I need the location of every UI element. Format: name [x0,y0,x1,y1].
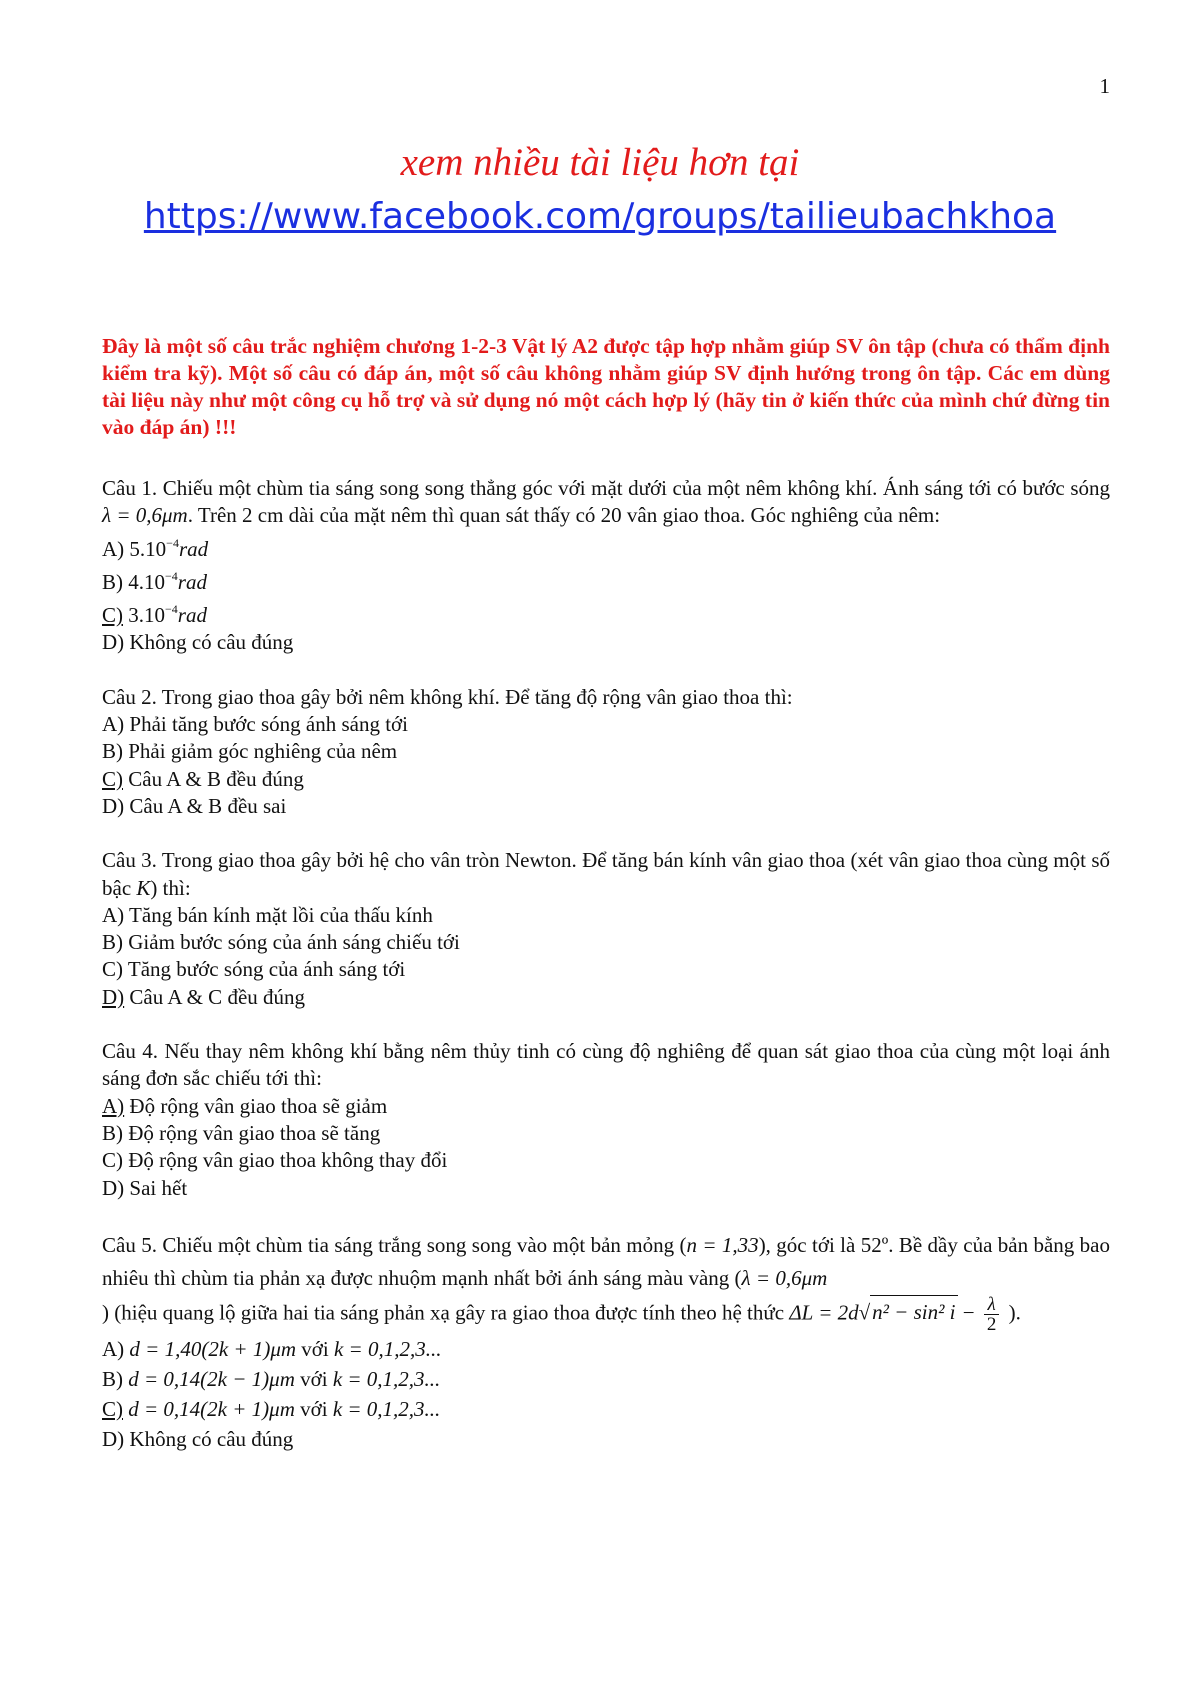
lambda-value: λ = 0,6μm [102,503,188,528]
option-a[interactable] [102,1334,1110,1364]
intro-paragraph: Đây là một số câu trắc nghiệm chương 1-2-3 Vật lý A2 được tập hợp nhằm giúp SV ôn tập (chưa có thẩm định kiểm tra kỹ). Một số câu có đáp án, một số câu không nhằm giúp SV định hướng trong ôn tập. Các em dùng tài liệu này như một công cụ hỗ trợ và sử dụng nó một cách hợp lý (hãy tin ở kiến thức của mình chứ đừng tin vào đáp án) !!! [102,334,1110,439]
option-with: với [294,1366,333,1391]
option-d[interactable] [102,629,1110,656]
fraction-denominator: 2 [986,1313,997,1335]
option-text: Độ rộng vân giao thoa không thay đổi [123,1148,448,1173]
option-text: Câu A & B đều đúng [123,766,304,791]
option-label: C) [102,957,123,982]
option-label: D) [102,793,125,818]
question-5-text [102,1229,1110,1295]
option-value: 3.10 [123,603,165,628]
option-text: Tăng bán kính mặt lồi của thấu kính [124,902,433,927]
question-5-text-c: ) (hiệu quang lộ giữa hai tia sáng phản xạ gây ra giao thoa được tính theo hệ thức [102,1300,785,1325]
option-label: C) [102,1396,123,1421]
option-b[interactable] [102,929,1110,956]
option-c[interactable] [102,1147,1110,1174]
question-3-text [102,847,1110,902]
option-label: B) [102,1366,123,1391]
option-label: A) [102,712,125,737]
questions-content [102,475,1110,1481]
option-expression: d = 1,40(2k + 1)μm [124,1336,297,1361]
option-value: 5.10 [124,536,167,561]
option-exponent: −4 [166,535,179,550]
question-1-text-b: . Trên 2 cm dài của mặt nêm thì quan sát thấy có 20 vân giao thoa. Góc nghiêng của nêm: [187,503,941,528]
option-unit: rad [178,536,209,561]
formula-minus: − [957,1300,980,1325]
question-5-formula-line: ) (hiệu quang lộ giữa hai tia sáng phản xạ gây ra giao thoa được tính theo hệ thức ΔL = 2d√n² − sin² i − $\frac{\lambda}{2}$ ). [102,1293,1021,1335]
option-unit: rad [177,603,207,628]
promo-title: xem nhiều tài liệu hơn tại [400,141,800,184]
option-label: A) [102,902,125,927]
option-c[interactable] [102,956,1110,983]
option-label: B) [102,1120,123,1145]
page-number: 1 [1099,74,1110,98]
question-5-options [102,1334,1110,1454]
option-a[interactable] [102,530,1110,563]
option-expression: d = 0,14(2k − 1)μm [123,1366,295,1391]
question-4-text: Câu 4. Nếu thay nêm không khí bằng nêm thủy tinh có cùng độ nghiêng để quan sát giao thoa của cùng một loại ánh sáng đơn sắc chiếu tới thì: [102,1039,1110,1091]
option-unit: rad [177,569,207,594]
formula-end: ). [1003,1300,1021,1325]
option-text: Phải tăng bước sóng ánh sáng tới [124,712,408,737]
option-b[interactable] [102,738,1110,765]
option-text: Tăng bước sóng của ánh sáng tới [123,957,406,982]
option-c[interactable] [102,766,1110,793]
option-with: với [294,1396,333,1421]
option-c[interactable] [102,596,1110,629]
question-5 [102,1229,1110,1454]
option-d[interactable] [102,1175,1110,1202]
question-2 [102,684,1110,820]
option-a[interactable] [102,711,1110,738]
promo-link[interactable]: https://www.facebook.com/groups/tailieubachkhoa [143,196,1057,237]
option-label: D) [102,1175,125,1200]
option-text: Câu A & B đều sai [124,793,287,818]
question-4 [102,1038,1110,1202]
question-3-text-b: ) thì: [150,875,191,900]
option-label: A) [102,536,125,561]
option-label: A) [102,1336,125,1361]
option-label: B) [102,930,123,955]
question-1-text [102,475,1110,530]
option-with: với [296,1336,334,1361]
option-b[interactable] [102,563,1110,596]
option-text: Sai hết [124,1175,188,1200]
question-3-text-a: Câu 3. Trong giao thoa gây bởi hệ cho vân tròn Newton. Để tăng bán kính vân giao thoa (xét vân giao thoa cùng một số bậc [102,848,1110,900]
option-text: Độ rộng vân giao thoa sẽ giảm [124,1093,388,1118]
question-1-text-a: Câu 1. Chiếu một chùm tia sáng song song thẳng góc với mặt dưới của một nêm không khí. Ánh sáng tới có bước sóng [102,476,1110,500]
option-expression: d = 0,14(2k + 1)μm [123,1396,295,1421]
option-label: C) [102,603,123,628]
formula-lhs: ΔL = 2d [789,1300,859,1325]
option-exponent: −4 [165,602,178,617]
formula-root: n² − sin² i [870,1295,957,1329]
option-k-values: k = 0,1,2,3... [332,1366,441,1391]
option-label: B) [102,739,123,764]
option-value: 4.10 [123,569,165,594]
question-1 [102,475,1110,657]
option-label: C) [102,766,123,791]
option-d[interactable] [102,1424,1110,1454]
refractive-index: n = 1,33 [686,1232,759,1257]
option-k-values: k = 0,1,2,3... [333,1336,442,1361]
option-label: A) [102,1093,125,1118]
formula-fraction [984,1295,1000,1334]
option-label: D) [102,630,125,655]
option-b[interactable] [102,1120,1110,1147]
option-label: C) [102,1148,123,1173]
question-3 [102,847,1110,1011]
option-text: Phải giảm góc nghiêng của nêm [123,739,398,764]
option-exponent: −4 [165,568,178,583]
question-2-text: Câu 2. Trong giao thoa gây bởi nêm không khí. Để tăng độ rộng vân giao thoa thì: [102,684,793,709]
option-text: Giảm bước sóng của ánh sáng chiếu tới [123,930,460,955]
option-c[interactable] [102,1394,1110,1424]
option-text: Không có câu đúng [124,630,294,655]
option-label: B) [102,569,123,594]
question-5-text-a: Câu 5. Chiếu một chùm tia sáng trắng song song vào một bản mỏng ( [102,1232,687,1257]
option-text: Độ rộng vân giao thoa sẽ tăng [123,1120,381,1145]
option-label: D) [102,984,125,1009]
order-k: K [136,875,151,900]
option-a[interactable] [102,1093,1110,1120]
option-text: Không có câu đúng [124,1426,294,1451]
option-b[interactable] [102,1364,1110,1394]
lambda-value: λ = 0,6μm [741,1265,828,1290]
option-a[interactable] [102,902,1110,929]
option-k-values: k = 0,1,2,3... [332,1396,441,1421]
option-d[interactable] [102,793,1110,820]
option-label: D) [102,1426,125,1451]
question-5-text-b: ), góc tới là 52º. Bề dầy của bản bằng bao nhiêu thì chùm tia phản xạ được nhuộm mạnh nhất bởi ánh sáng màu vàng ( [102,1232,1110,1290]
option-text: Câu A & C đều đúng [124,984,306,1009]
fraction-numerator: λ [984,1295,1000,1315]
option-d[interactable] [102,984,1110,1011]
